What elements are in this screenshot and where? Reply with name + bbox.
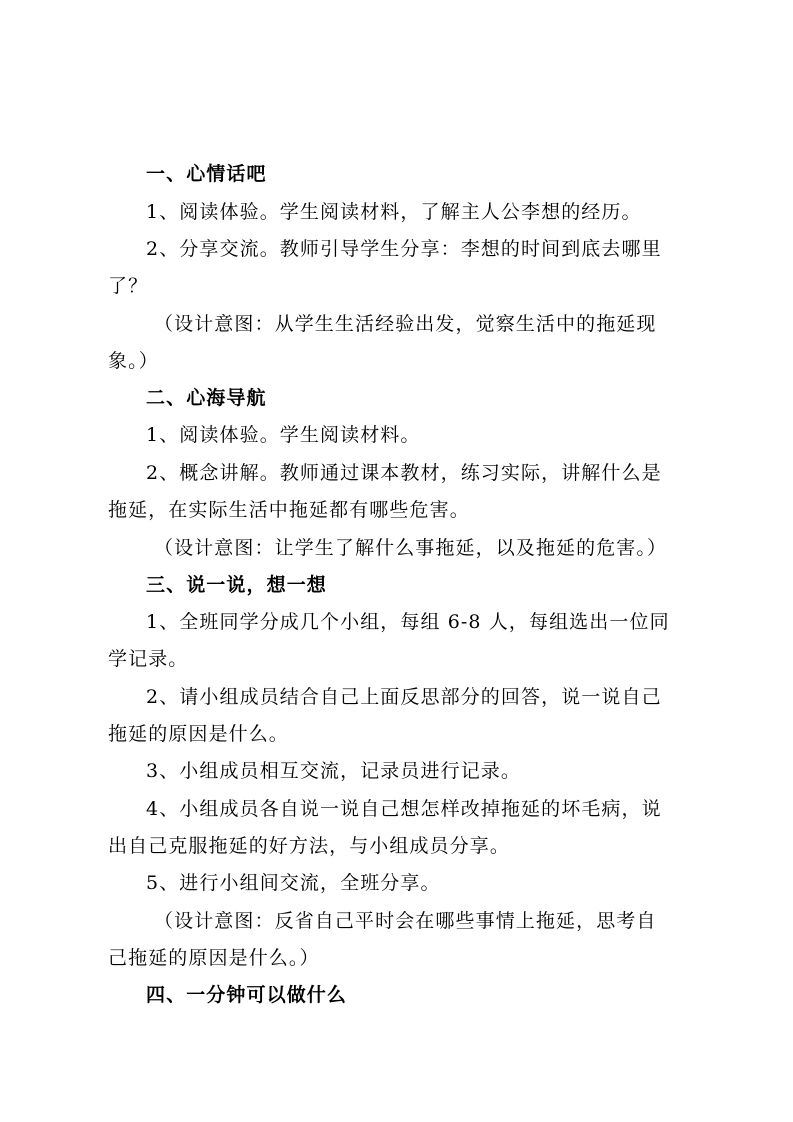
design-intent-note: （设计意图：让学生了解什么事拖延，以及拖延的危害。） <box>154 537 668 559</box>
paragraph-line: 1、阅读体验。学生阅读材料。 <box>146 424 421 446</box>
paragraph-line: 5、进行小组间交流，全班分享。 <box>146 872 441 894</box>
paragraph-line: 1、全班同学分成几个小组，每组 6-8 人，每组选出一位同 <box>146 611 670 633</box>
paragraph-line: 拖延的原因是什么。 <box>108 723 289 745</box>
design-intent-note: （设计意图：从学生生活经验出发，觉察生活中的拖延现 <box>154 313 657 335</box>
paragraph-line: 2、请小组成员结合自己上面反思部分的回答，说一说自己 <box>146 686 662 708</box>
paragraph-line: 学记录。 <box>108 648 189 670</box>
section-heading-1: 一、心情话吧 <box>146 163 267 185</box>
section-heading-3: 三、说一说，想一想 <box>146 574 327 596</box>
design-intent-note: （设计意图：反省自己平时会在哪些事情上拖延，思考自 <box>154 910 657 932</box>
paragraph-line: 了？ <box>108 275 149 297</box>
paragraph-line: 3、小组成员相互交流，记录员进行记录。 <box>146 760 521 782</box>
design-intent-note: 象。） <box>108 350 159 372</box>
paragraph-line: 拖延，在实际生活中拖延都有哪些危害。 <box>108 499 470 521</box>
section-heading-4: 四、一分钟可以做什么 <box>146 984 348 1006</box>
design-intent-note: 己拖延的原因是什么。） <box>108 947 320 969</box>
paragraph-line: 4、小组成员各自说一说自己想怎样改掉拖延的坏毛病，说 <box>146 798 662 820</box>
paragraph-line: 2、分享交流。教师引导学生分享：李想的时间到底去哪里 <box>146 238 662 260</box>
paragraph-line: 1、阅读体验。学生阅读材料，了解主人公李想的经历。 <box>146 201 642 223</box>
section-heading-2: 二、心海导航 <box>146 387 267 409</box>
paragraph-line: 出自己克服拖延的好方法，与小组成员分享。 <box>108 835 511 857</box>
paragraph-line: 2、概念讲解。教师通过课本教材，练习实际，讲解什么是 <box>146 462 662 484</box>
